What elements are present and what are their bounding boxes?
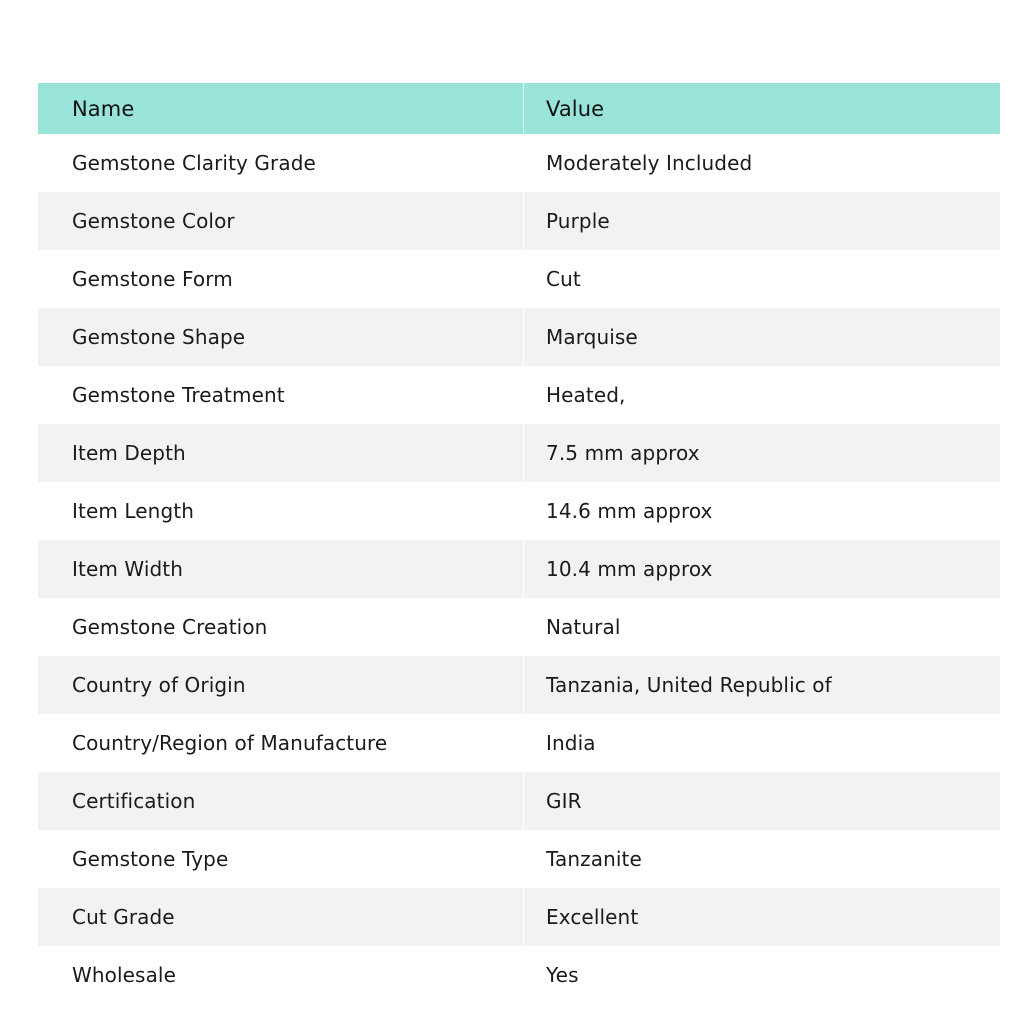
table-row: [38, 540, 1000, 598]
row-name-cell: Item Width: [38, 540, 524, 598]
table-row: [38, 424, 1000, 482]
row-value-cell: Purple: [546, 209, 610, 233]
row-value-cell: Tanzania, United Republic of: [546, 673, 832, 697]
row-value-cell: Cut: [546, 267, 581, 291]
row-name-cell: Gemstone Treatment: [38, 366, 524, 424]
table-row: [38, 250, 1000, 308]
column-header-value: Value: [546, 96, 605, 121]
row-value-cell: Natural: [546, 615, 621, 639]
row-name-cell: Wholesale: [38, 946, 524, 1004]
table-row: [38, 656, 1000, 714]
row-name-cell: Item Depth: [38, 424, 524, 482]
table-row: [38, 308, 1000, 366]
row-name-cell: Gemstone Form: [38, 250, 524, 308]
row-value-cell: Yes: [546, 963, 579, 987]
row-value-cell: Marquise: [546, 325, 638, 349]
row-value-cell: Excellent: [546, 905, 639, 929]
row-value-cell: 14.6 mm approx: [546, 499, 713, 523]
column-header-name: Name: [38, 83, 524, 134]
row-value-cell: Heated,: [546, 383, 626, 407]
row-name-cell: Gemstone Shape: [38, 308, 524, 366]
table-row: [38, 946, 1000, 1004]
row-name-cell: Country of Origin: [38, 656, 524, 714]
table-row: [38, 830, 1000, 888]
row-name-cell: Gemstone Type: [38, 830, 524, 888]
row-name-cell: Gemstone Color: [38, 192, 524, 250]
table-row: [38, 888, 1000, 946]
row-name-cell: Item Length: [38, 482, 524, 540]
row-value-cell: 10.4 mm approx: [546, 557, 713, 581]
row-value-cell: 7.5 mm approx: [546, 441, 700, 465]
row-name-cell: Gemstone Clarity Grade: [38, 134, 524, 192]
row-name-cell: Certification: [38, 772, 524, 830]
row-name-cell: Country/Region of Manufacture: [38, 714, 524, 772]
table-header-row: [38, 83, 1000, 134]
row-name-cell: Cut Grade: [38, 888, 524, 946]
row-value-cell: Moderately Included: [546, 151, 753, 175]
table-row: [38, 192, 1000, 250]
row-value-cell: Tanzanite: [546, 847, 642, 871]
table-row: [38, 772, 1000, 830]
table-body: [38, 134, 1000, 1004]
row-value-cell: India: [546, 731, 596, 755]
table-row: [38, 366, 1000, 424]
table-row: [38, 482, 1000, 540]
table-row: [38, 134, 1000, 192]
specifications-table: [38, 83, 1000, 1004]
table-row: [38, 598, 1000, 656]
row-value-cell: GIR: [546, 789, 582, 813]
table-row: [38, 714, 1000, 772]
row-name-cell: Gemstone Creation: [38, 598, 524, 656]
